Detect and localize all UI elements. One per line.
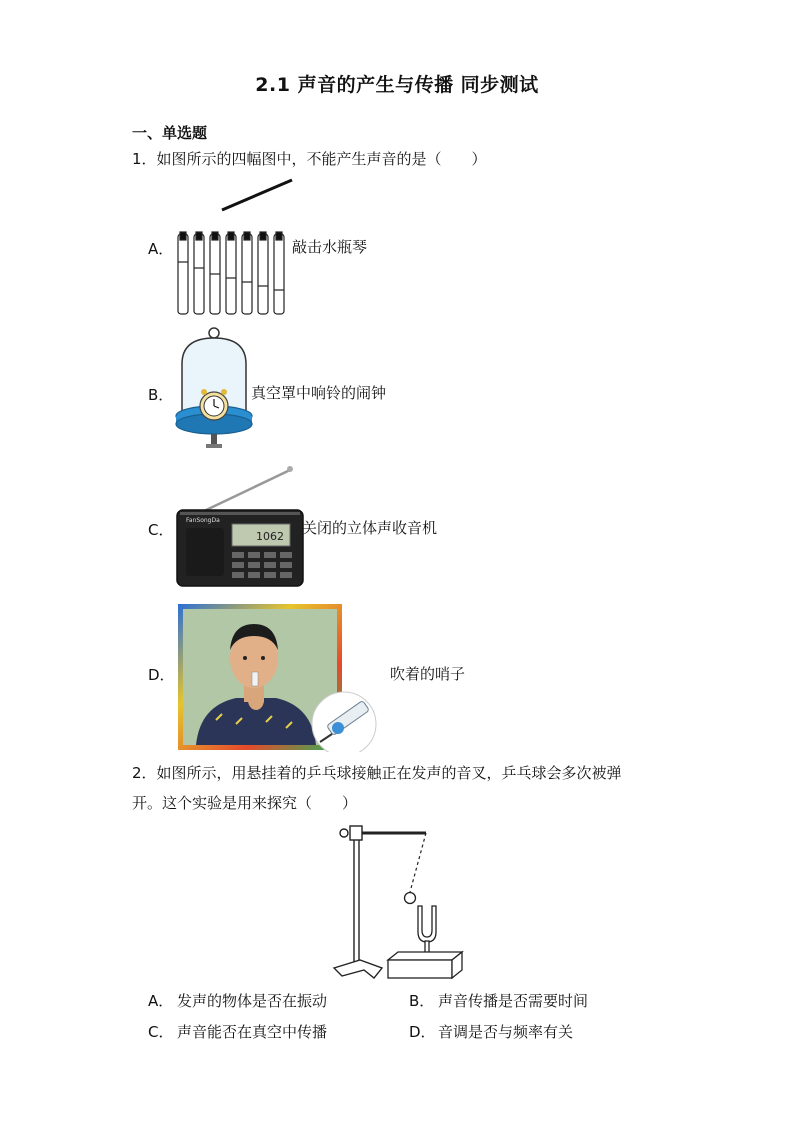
bell-jar-illustration bbox=[172, 324, 256, 458]
bottle bbox=[210, 232, 220, 314]
q2-option-b-letter: B． bbox=[409, 992, 435, 1010]
bottle bbox=[274, 232, 284, 314]
q2-option-a-letter: A． bbox=[148, 992, 174, 1010]
bottle bbox=[178, 232, 188, 314]
tuning-fork-apparatus bbox=[330, 820, 470, 984]
q2-option-b-label: 声音传播是否需要时间 bbox=[438, 992, 589, 1010]
whistle-inset bbox=[312, 692, 376, 752]
radio-display-text: 1062 bbox=[256, 530, 284, 543]
option-c-letter: C． bbox=[148, 521, 174, 539]
q2-option-c-letter: C． bbox=[148, 1023, 174, 1041]
option-a-label: 敲击水瓶琴 bbox=[292, 238, 368, 256]
q2-option-c-label: 声音能否在真空中传播 bbox=[177, 1023, 328, 1041]
q2-option-d-label: 音调是否与频率有关 bbox=[438, 1023, 574, 1041]
ping-pong-ball bbox=[405, 893, 416, 904]
antenna bbox=[202, 470, 290, 512]
stand-base bbox=[334, 960, 382, 978]
option-c-label: 关闭的立体声收音机 bbox=[302, 519, 438, 537]
speaker-grille bbox=[186, 528, 224, 576]
thread bbox=[410, 833, 426, 892]
option-b-label: 真空罩中响铃的闹钟 bbox=[251, 384, 387, 402]
question-1-stem: 1．如图所示的四幅图中，不能产生声音的是（ ） bbox=[132, 150, 487, 168]
q2-option-a-label: 发声的物体是否在振动 bbox=[177, 992, 328, 1010]
clamp-screw bbox=[340, 829, 348, 837]
stand-pole bbox=[354, 830, 359, 968]
section-heading: 一、单选题 bbox=[132, 124, 208, 142]
option-b-letter: B． bbox=[148, 386, 174, 404]
bottle bbox=[194, 232, 204, 314]
option-d-label: 吹着的哨子 bbox=[390, 665, 466, 683]
bottle bbox=[226, 232, 236, 314]
radio-illustration bbox=[174, 464, 306, 588]
whistle-photo bbox=[176, 602, 386, 752]
mallet-stick bbox=[222, 180, 292, 210]
question-2-stem-line1: 2．如图所示，用悬挂着的乒乓球接触正在发声的音叉，乒乓球会多次被弹 bbox=[132, 764, 622, 782]
resonance-box bbox=[388, 952, 462, 978]
bottle bbox=[258, 232, 268, 314]
q2-option-d-letter: D． bbox=[409, 1023, 436, 1041]
bottle bbox=[242, 232, 252, 314]
bottles bbox=[178, 232, 284, 314]
page-title: 2.1 声音的产生与传播 同步测试 bbox=[255, 74, 539, 96]
clamp bbox=[350, 826, 362, 840]
option-a-letter: A． bbox=[148, 240, 174, 258]
radio-brand-text: FanSongDa bbox=[186, 517, 220, 524]
option-d-letter: D． bbox=[148, 666, 175, 684]
question-2-stem-line2: 开。这个实验是用来探究（ ） bbox=[132, 794, 358, 812]
water-bottles-illustration bbox=[170, 178, 300, 318]
